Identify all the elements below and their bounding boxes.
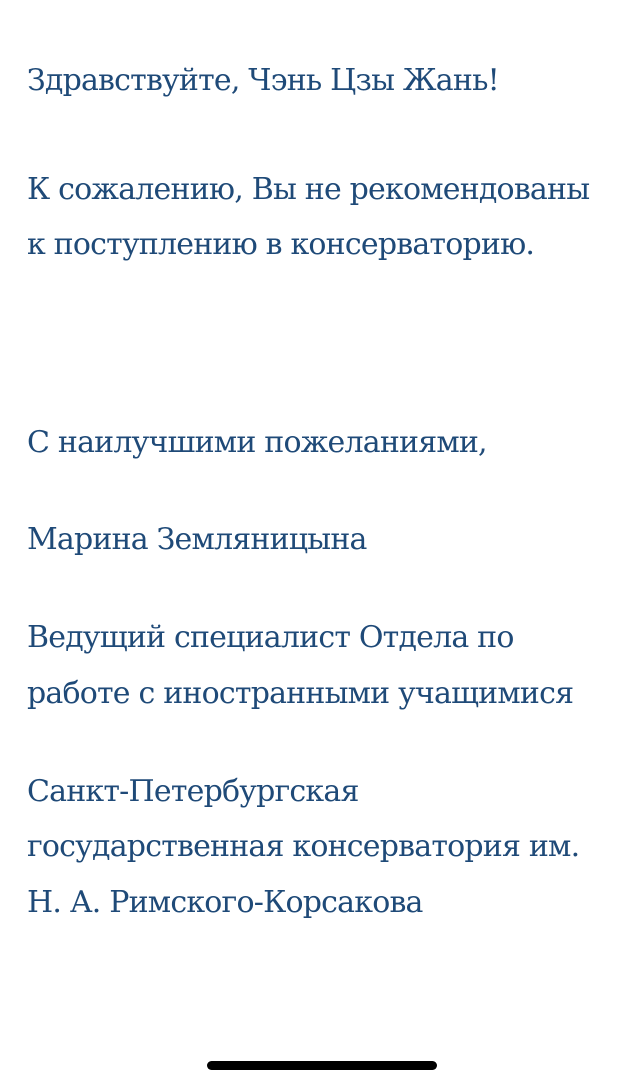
closing-text: С наилучшими пожеланиями, bbox=[27, 425, 487, 460]
signature-organization-line-2: государственная консерватория им. bbox=[27, 829, 580, 864]
greeting-text: Здравствуйте, Чэнь Цзы Жань! bbox=[27, 63, 499, 98]
signature-organization-line-1: Санкт-Петербургская bbox=[27, 774, 359, 809]
signature-organization-line-3: Н. А. Римского-Корсакова bbox=[27, 885, 423, 920]
signature-name: Марина Земляницына bbox=[27, 522, 367, 557]
signature-title-line-2: работе с иностранными учащимися bbox=[27, 676, 574, 711]
home-indicator[interactable] bbox=[207, 1061, 437, 1070]
body-text-line-1: К сожалению, Вы не рекомендованы bbox=[27, 172, 590, 207]
body-text-line-2: к поступлению в консерваторию. bbox=[27, 227, 535, 262]
signature-title-line-1: Ведущий специалист Отдела по bbox=[27, 620, 514, 655]
